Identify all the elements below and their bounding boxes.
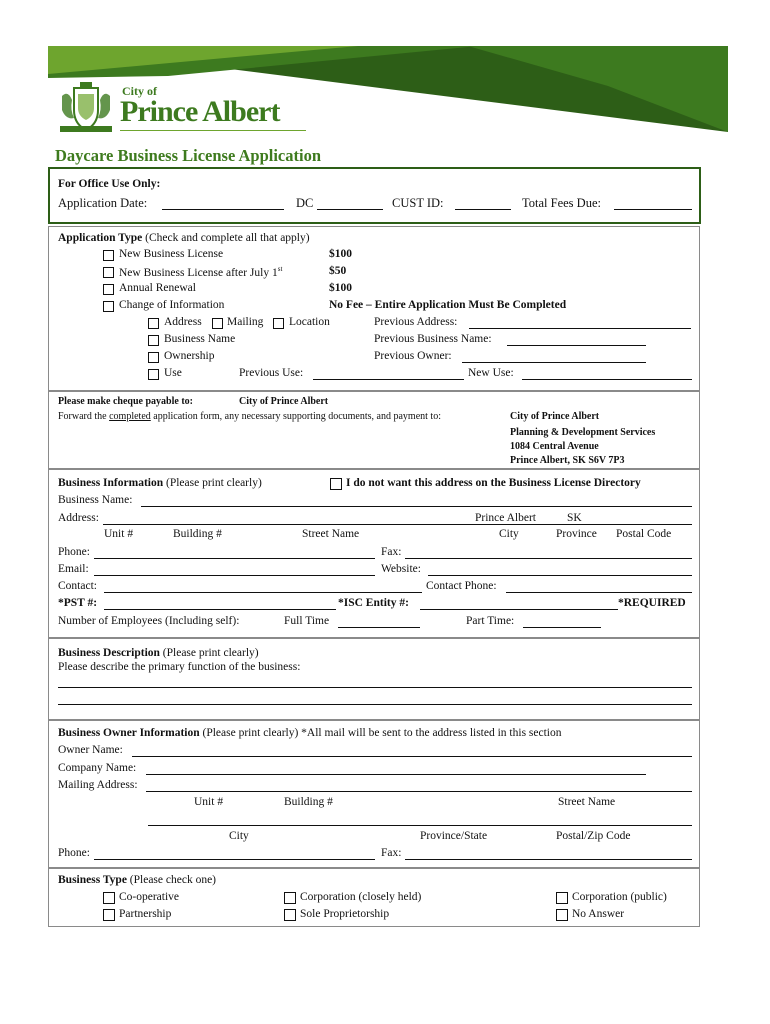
pst-label: *PST #:	[58, 597, 98, 609]
license-after-july-text: New Business License after July 1	[119, 266, 278, 279]
owner-info-heading	[58, 727, 562, 739]
license-after-july-fee: $50	[329, 265, 347, 277]
owner-info-title: Business Owner Information	[58, 727, 200, 739]
sole-proprietorship-checkbox[interactable]	[284, 909, 296, 921]
application-type-instruction: (Check and complete all that apply)	[145, 232, 310, 244]
dc-field[interactable]	[317, 209, 383, 210]
page-title: Daycare Business License Application	[55, 146, 322, 165]
mailing-label: Mailing	[227, 316, 264, 328]
owner-phone-field[interactable]	[94, 859, 375, 860]
owner-province-caption: Province/State	[420, 830, 488, 842]
email-field[interactable]	[94, 575, 375, 576]
previous-use-field[interactable]	[313, 379, 464, 380]
previous-address-label: Previous Address:	[374, 316, 458, 328]
change-info-checkbox[interactable]	[103, 301, 114, 312]
new-use-label: New Use:	[468, 367, 514, 379]
directory-optout-label: I do not want this address on the Business License Directory	[346, 477, 641, 489]
postal-caption: Postal Code	[616, 528, 672, 540]
contact-phone-label: Contact Phone:	[426, 580, 497, 592]
website-field[interactable]	[428, 575, 692, 576]
business-name-checkbox[interactable]	[148, 335, 159, 346]
business-info-section	[48, 469, 700, 638]
province-caption: Province	[556, 528, 597, 540]
prefilled-province: SK	[567, 512, 582, 524]
business-description-prompt: Please describe the primary function of the business:	[58, 661, 301, 673]
mailing-address-line-3: 1084 Central Avenue	[510, 441, 599, 452]
use-label: Use	[164, 367, 182, 379]
business-description-title: Business Description	[58, 647, 160, 659]
ownership-checkbox[interactable]	[148, 352, 159, 363]
owner-info-section	[48, 720, 700, 868]
isc-label: *ISC Entity #:	[338, 597, 409, 609]
corporation-public-checkbox[interactable]	[556, 892, 568, 904]
phone-field[interactable]	[94, 558, 375, 559]
owner-unit-caption: Unit #	[194, 796, 224, 808]
logo-name: Prince Albert	[120, 95, 280, 128]
employees-label: Number of Employees (Including self):	[58, 615, 240, 627]
forward-completed: completed	[109, 411, 151, 422]
owner-name-label: Owner Name:	[58, 744, 123, 756]
owner-name-field[interactable]	[132, 756, 692, 757]
full-time-label: Full Time	[284, 615, 330, 627]
address-checkbox[interactable]	[148, 318, 159, 329]
website-label: Website:	[381, 563, 421, 575]
owner-info-instruction: (Please print clearly) *All mail will be sent to the address listed in this section	[202, 727, 562, 739]
license-after-july-checkbox[interactable]	[103, 267, 114, 278]
business-type-instruction: (Please check one)	[129, 874, 217, 886]
sole-proprietorship-label: Sole Proprietorship	[300, 908, 390, 920]
contact-field[interactable]	[104, 592, 422, 593]
cheque-payee: City of Prince Albert	[239, 396, 329, 407]
business-address-field[interactable]	[103, 524, 692, 525]
no-answer-label: No Answer	[572, 908, 625, 920]
partnership-checkbox[interactable]	[103, 909, 115, 921]
pst-field[interactable]	[104, 609, 336, 610]
business-info-instruction: (Please print clearly)	[166, 477, 262, 489]
isc-field[interactable]	[420, 609, 618, 610]
license-after-july-label	[119, 265, 282, 279]
description-line-1[interactable]	[58, 687, 692, 688]
owner-fax-label: Fax:	[381, 847, 402, 859]
fax-label: Fax:	[381, 546, 402, 558]
business-name-field[interactable]	[141, 506, 692, 507]
business-type-title: Business Type	[58, 874, 127, 886]
new-license-label: New Business License	[119, 248, 224, 260]
mailing-address-line-4: Prince Albert, SK S6V 7P3	[510, 455, 625, 466]
total-fees-field[interactable]	[614, 209, 692, 210]
business-name-change-label: Business Name	[164, 333, 236, 345]
partnership-label: Partnership	[119, 908, 172, 920]
owner-building-caption: Building #	[284, 796, 333, 808]
unit-caption: Unit #	[104, 528, 134, 540]
forward-pre: Forward the	[58, 411, 110, 422]
application-date-field[interactable]	[162, 209, 284, 210]
forward-instructions	[58, 411, 441, 422]
previous-business-name-field[interactable]	[507, 345, 646, 346]
company-name-field[interactable]	[146, 774, 646, 775]
corporation-closely-held-label: Corporation (closely held)	[300, 891, 422, 903]
email-label: Email:	[58, 563, 89, 575]
directory-optout-checkbox[interactable]	[330, 478, 342, 490]
cooperative-checkbox[interactable]	[103, 892, 115, 904]
cheque-payable-label: Please make cheque payable to:	[58, 396, 193, 407]
new-license-checkbox[interactable]	[103, 250, 114, 261]
business-description-heading	[58, 647, 259, 659]
business-name-label: Business Name:	[58, 494, 133, 506]
total-fees-label: Total Fees Due:	[522, 196, 601, 210]
cooperative-label: Co-operative	[119, 891, 180, 903]
mailing-address-line-1: City of Prince Albert	[510, 411, 600, 422]
prefilled-city: Prince Albert	[475, 512, 536, 524]
fax-field[interactable]	[405, 558, 692, 559]
previous-business-name-label: Previous Business Name:	[374, 333, 492, 345]
full-time-field[interactable]	[338, 627, 420, 628]
dc-label: DC	[296, 196, 314, 210]
previous-address-field[interactable]	[469, 328, 691, 329]
owner-postal-caption: Postal/Zip Code	[556, 830, 631, 842]
street-caption: Street Name	[302, 528, 360, 540]
corporation-closely-held-checkbox[interactable]	[284, 892, 296, 904]
location-checkbox[interactable]	[273, 318, 284, 329]
company-name-label: Company Name:	[58, 762, 137, 774]
use-checkbox[interactable]	[148, 369, 159, 380]
ownership-label: Ownership	[164, 350, 215, 362]
annual-renewal-label: Annual Renewal	[119, 282, 196, 294]
application-type-title: Application Type	[58, 232, 143, 244]
owner-phone-label: Phone:	[58, 847, 90, 859]
owner-city-line[interactable]	[148, 825, 692, 826]
business-info-title: Business Information	[58, 477, 164, 489]
required-note: *REQUIRED	[618, 597, 686, 609]
building-caption: Building #	[173, 528, 222, 540]
owner-street-caption: Street Name	[558, 796, 616, 808]
contact-label: Contact:	[58, 580, 97, 592]
address-label: Address	[164, 316, 202, 328]
owner-city-caption: City	[229, 830, 249, 842]
contact-phone-field[interactable]	[506, 592, 692, 593]
logo-city-of: City of	[122, 84, 157, 98]
logo-underline	[120, 130, 306, 131]
no-answer-checkbox[interactable]	[556, 909, 568, 921]
business-info-heading	[58, 477, 262, 489]
part-time-label: Part Time:	[466, 615, 515, 627]
license-after-july-sup: st	[277, 265, 283, 273]
annual-renewal-checkbox[interactable]	[103, 284, 114, 295]
city-caption: City	[499, 528, 519, 540]
owner-fax-field[interactable]	[405, 859, 692, 860]
change-info-fee: No Fee – Entire Application Must Be Completed	[329, 299, 567, 311]
location-label: Location	[289, 316, 330, 328]
part-time-field[interactable]	[523, 627, 601, 628]
address-field-label: Address:	[58, 512, 99, 524]
annual-renewal-fee: $100	[329, 282, 352, 294]
mailing-checkbox[interactable]	[212, 318, 223, 329]
cust-id-label: CUST ID:	[392, 196, 444, 210]
application-date-label: Application Date:	[58, 196, 148, 210]
description-line-2[interactable]	[58, 704, 692, 705]
change-info-label: Change of Information	[119, 299, 225, 311]
application-type-heading	[58, 232, 310, 244]
business-description-instruction: (Please print clearly)	[162, 647, 259, 659]
new-license-fee: $100	[329, 248, 352, 260]
corporation-public-label: Corporation (public)	[572, 891, 667, 903]
cust-id-field[interactable]	[455, 209, 511, 210]
city-crest-icon	[56, 80, 116, 136]
previous-owner-field[interactable]	[462, 362, 646, 363]
owner-mailing-address-label: Mailing Address:	[58, 779, 138, 791]
business-type-heading	[58, 874, 216, 886]
forward-post: application form, any necessary supporting documents, and payment to:	[150, 411, 441, 422]
previous-use-label: Previous Use:	[239, 367, 304, 379]
previous-owner-label: Previous Owner:	[374, 350, 452, 362]
office-use-heading: For Office Use Only:	[58, 178, 161, 190]
mailing-address-line-2: Planning & Development Services	[510, 427, 656, 438]
phone-label: Phone:	[58, 546, 90, 558]
owner-mailing-address-field[interactable]	[146, 791, 692, 792]
new-use-field[interactable]	[522, 379, 692, 380]
